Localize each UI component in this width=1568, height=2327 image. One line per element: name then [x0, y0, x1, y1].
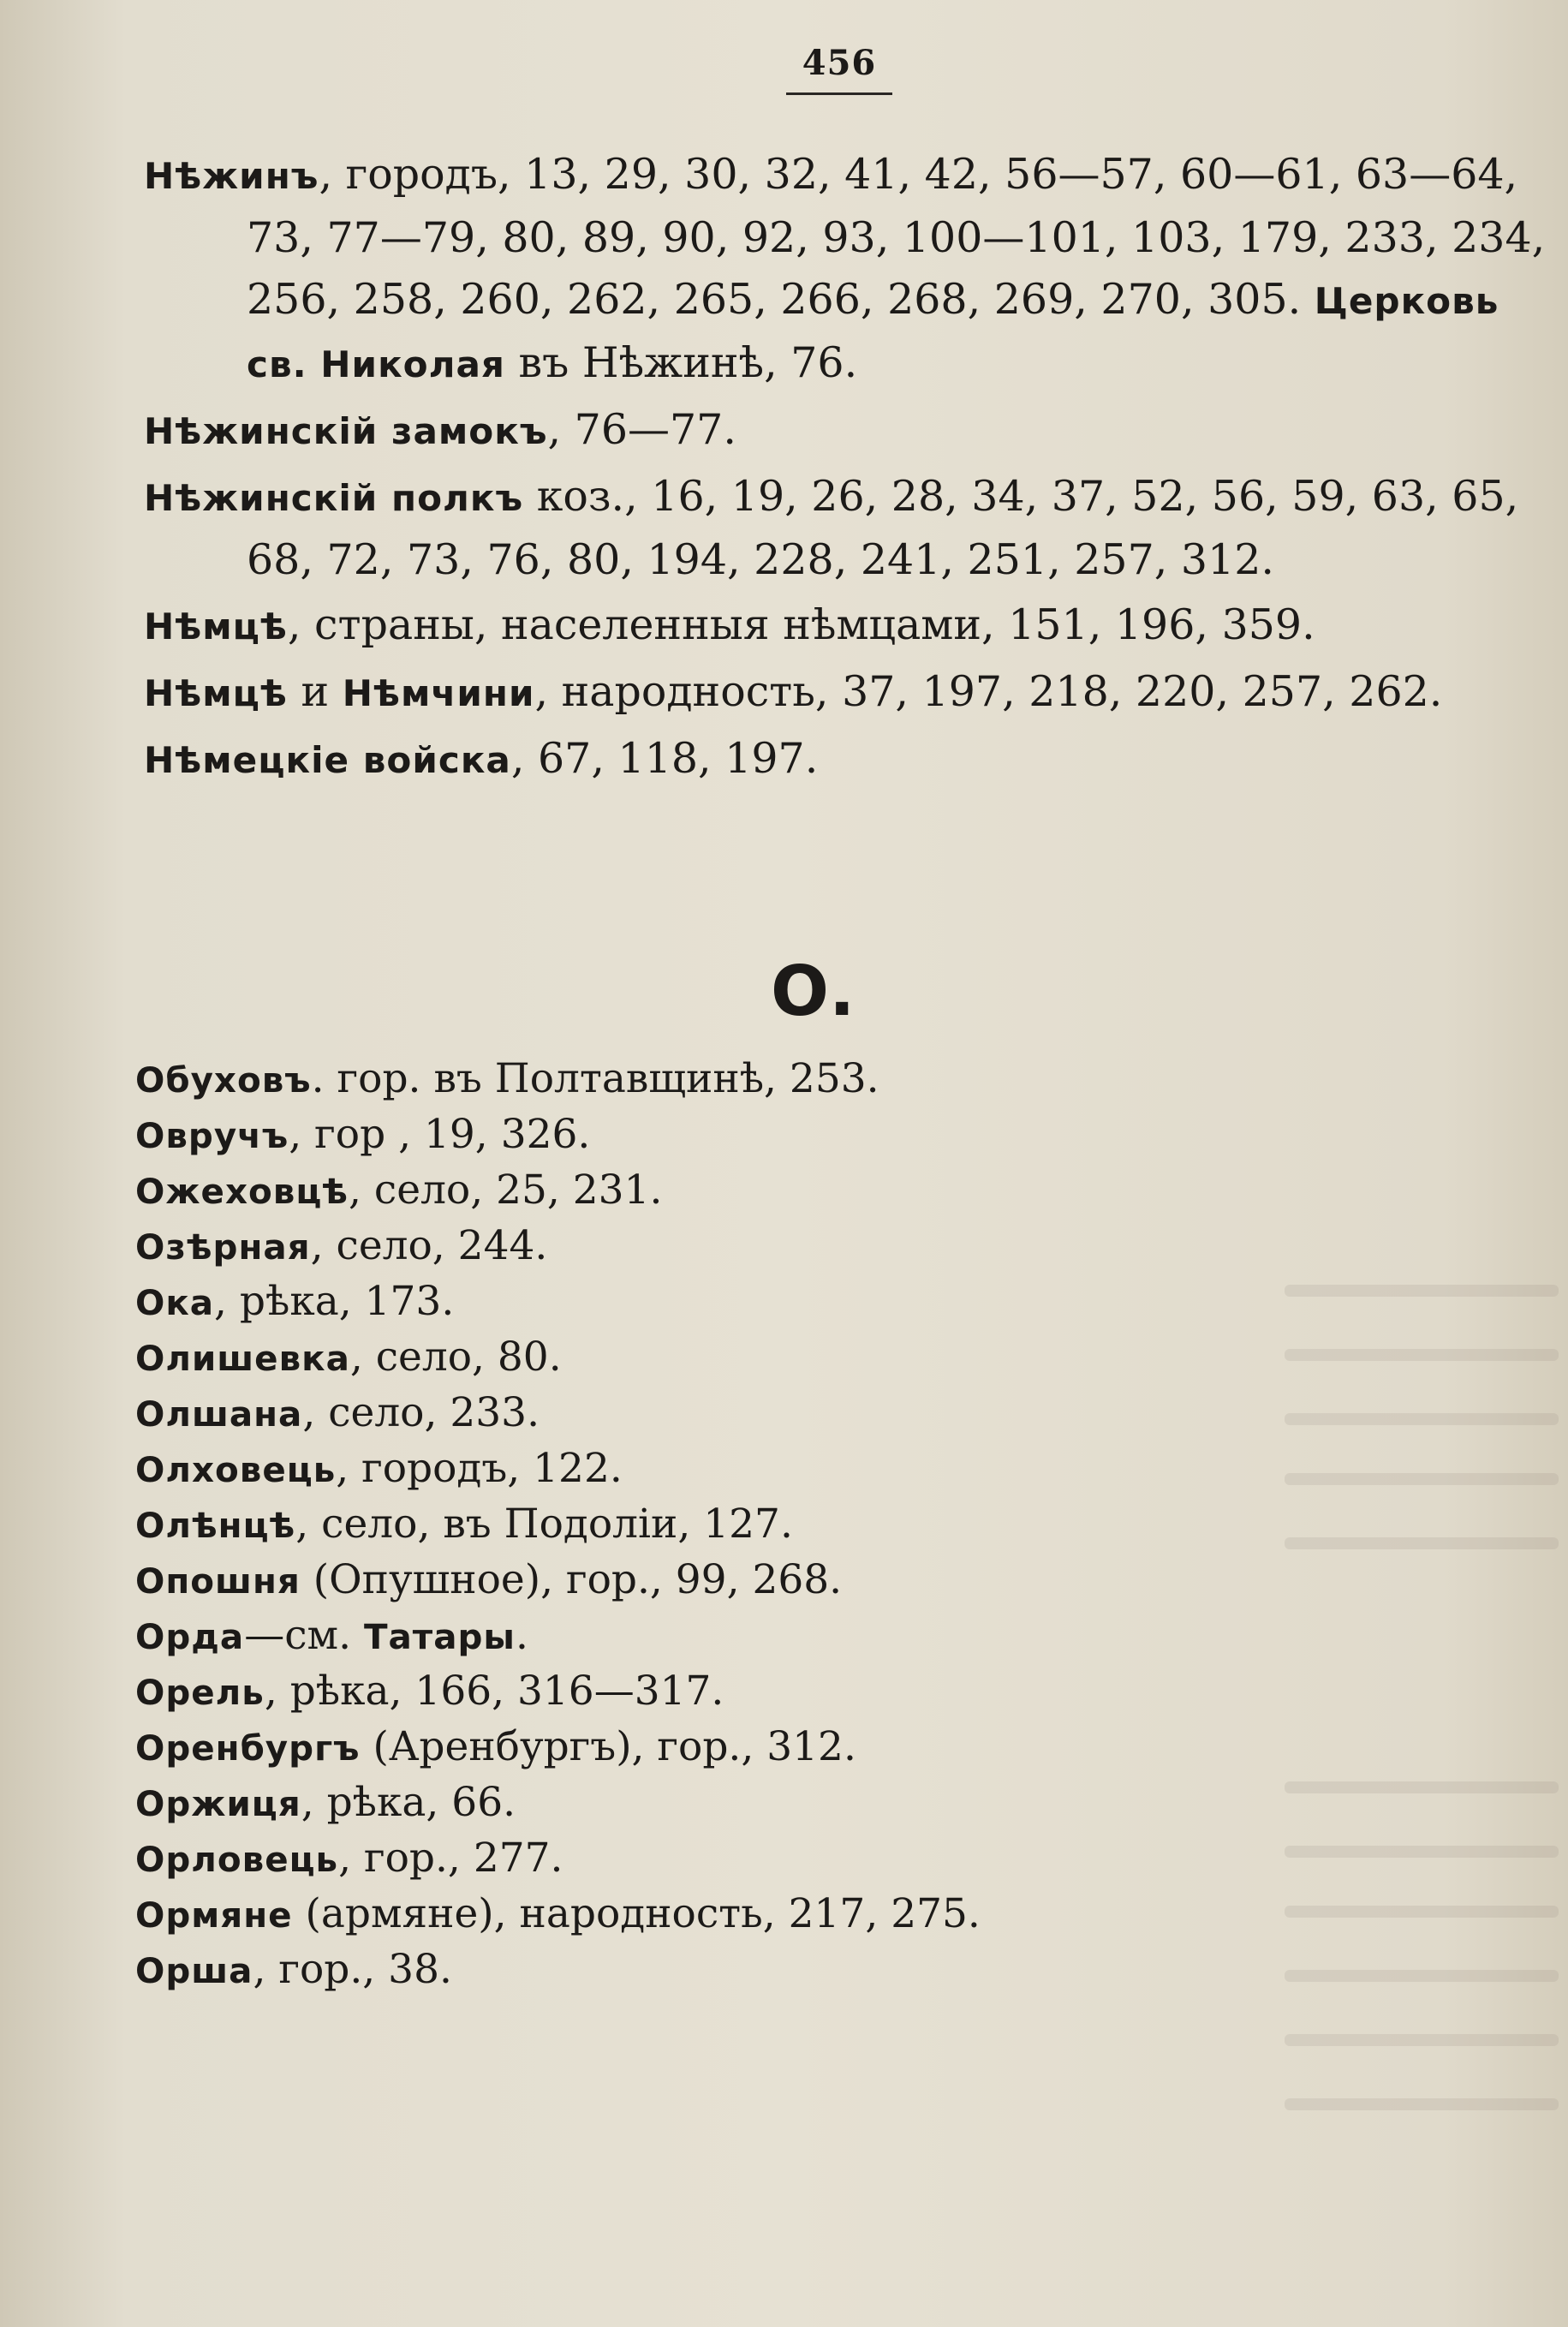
entry-headword: Олшана	[135, 1393, 303, 1435]
entry-headword: Ока	[135, 1282, 215, 1323]
index-section-n	[144, 144, 1548, 795]
entry-text: , село, 233.	[302, 1389, 540, 1436]
show-through-mark	[1285, 1970, 1559, 1982]
entry-text: , 76—77.	[547, 405, 736, 454]
entry-headword: Ожеховцѣ	[135, 1171, 349, 1212]
show-through-mark	[1285, 1349, 1559, 1361]
entry-headword: Ормяне	[135, 1894, 293, 1936]
entry-headword-secondary: Церковь св. Николая	[247, 280, 1499, 385]
index-entry	[144, 399, 1548, 462]
index-entry	[144, 728, 1548, 791]
entry-headword: Оржиця	[135, 1783, 301, 1824]
index-entry	[144, 594, 1548, 658]
page-number: 456	[802, 43, 877, 83]
index-entry	[144, 661, 1548, 725]
entry-headword: Орель	[135, 1672, 265, 1713]
index-entry	[135, 1664, 1540, 1720]
entry-text: , рѣка, 166, 316—317.	[264, 1668, 724, 1715]
entry-text: коз., 16, 19, 26, 28, 34, 37, 52, 56, 59, 63, 65, 68, 72, 73, 76, 80, 194, 228, 241, 251, 257, 312.	[247, 472, 1519, 584]
index-entry	[135, 1720, 1540, 1775]
show-through-mark	[1285, 1473, 1559, 1485]
entry-text: , городъ, 122.	[336, 1445, 623, 1492]
entry-headword: Нѣжинскій полкъ	[144, 477, 524, 519]
entry-text-secondary: въ Нѣжинѣ, 76.	[504, 338, 858, 387]
entry-text: , село, въ Подоліи, 127.	[295, 1501, 793, 1548]
entry-text: , гор., 277.	[338, 1835, 563, 1882]
entry-text: , гор , 19, 326.	[289, 1111, 591, 1158]
entry-headword: Орловець	[135, 1839, 339, 1880]
show-through-mark	[1285, 1285, 1559, 1297]
index-entry	[135, 1553, 1540, 1608]
entry-headword: Нѣжинскій замокъ	[144, 410, 548, 452]
entry-text: . гор. въ Полтавщинѣ, 253.	[311, 1055, 879, 1102]
entry-headword: Обуховъ	[135, 1059, 312, 1101]
entry-headword: Озѣрная	[135, 1226, 311, 1268]
entry-text: (Опушное), гор., 99, 268.	[300, 1556, 843, 1603]
index-entry	[135, 1441, 1540, 1497]
entry-text: , рѣка, 173.	[214, 1278, 455, 1325]
entry-text: , городъ, 13, 29, 30, 32, 41, 42, 56—57, 60—61, 63—64, 73, 77—79, 80, 89, 90, 92, 93, 100—101, 103, 179, 233, 234, 256, 258, 260, 262, 265, 266, 268, 269, 270, 305.	[247, 150, 1546, 324]
entry-headword: Овручъ	[135, 1115, 289, 1156]
entry-text: , гор., 38.	[253, 1946, 452, 1993]
index-entry	[135, 1608, 1540, 1664]
entry-headword: Орда	[135, 1616, 245, 1657]
entry-text: и	[287, 667, 343, 716]
entry-headword: Олишевка	[135, 1338, 350, 1379]
entry-text: —см.	[244, 1612, 364, 1659]
entry-headword: Нѣмцѣ	[144, 606, 288, 647]
entry-headword-secondary: Татары	[363, 1616, 516, 1657]
show-through-mark	[1285, 2034, 1559, 2046]
show-through-mark	[1285, 1846, 1559, 1858]
show-through-mark	[1285, 2098, 1559, 2110]
entry-text: , рѣка, 66.	[301, 1779, 516, 1826]
show-through-mark	[1285, 1537, 1559, 1549]
entry-headword-secondary: Нѣмчини	[342, 672, 535, 714]
entry-text: , 67, 118, 197.	[510, 734, 819, 783]
index-entry	[144, 144, 1548, 396]
show-through-mark	[1285, 1906, 1559, 1918]
section-letter: О.	[771, 952, 856, 1031]
entry-text-secondary: .	[515, 1612, 528, 1659]
index-entry	[144, 466, 1548, 591]
page-number-rule	[786, 92, 892, 95]
index-entry	[135, 1052, 1540, 1107]
entry-headword: Олховець	[135, 1449, 337, 1490]
show-through-mark	[1285, 1413, 1559, 1425]
index-entry	[135, 1274, 1540, 1330]
entry-text-secondary: , народность, 37, 197, 218, 220, 257, 262.	[534, 667, 1443, 716]
index-entry	[135, 1831, 1540, 1887]
entry-text: , страны, населенныя нѣмцами, 151, 196, 359.	[287, 600, 1315, 649]
entry-headword: Оренбургъ	[135, 1727, 361, 1769]
entry-text: , село, 25, 231.	[349, 1166, 663, 1214]
entry-headword: Нѣмцѣ	[144, 672, 288, 714]
show-through-mark	[1285, 1781, 1559, 1793]
entry-text: , село, 80.	[349, 1334, 562, 1381]
entry-headword: Олѣнцѣ	[135, 1505, 296, 1546]
index-entry	[135, 1163, 1540, 1219]
entry-headword: Орша	[135, 1950, 253, 1991]
entry-text: , село, 244.	[310, 1222, 548, 1269]
entry-headword: Нѣжинъ	[144, 155, 319, 197]
entry-text: (армяне), народность, 217, 275.	[292, 1890, 981, 1937]
entry-headword: Нѣмецкіе войска	[144, 739, 511, 781]
entry-headword: Опошня	[135, 1560, 301, 1602]
entry-text: (Аренбургъ), гор., 312.	[360, 1723, 856, 1770]
index-entry	[135, 1219, 1540, 1274]
index-entry	[135, 1107, 1540, 1163]
